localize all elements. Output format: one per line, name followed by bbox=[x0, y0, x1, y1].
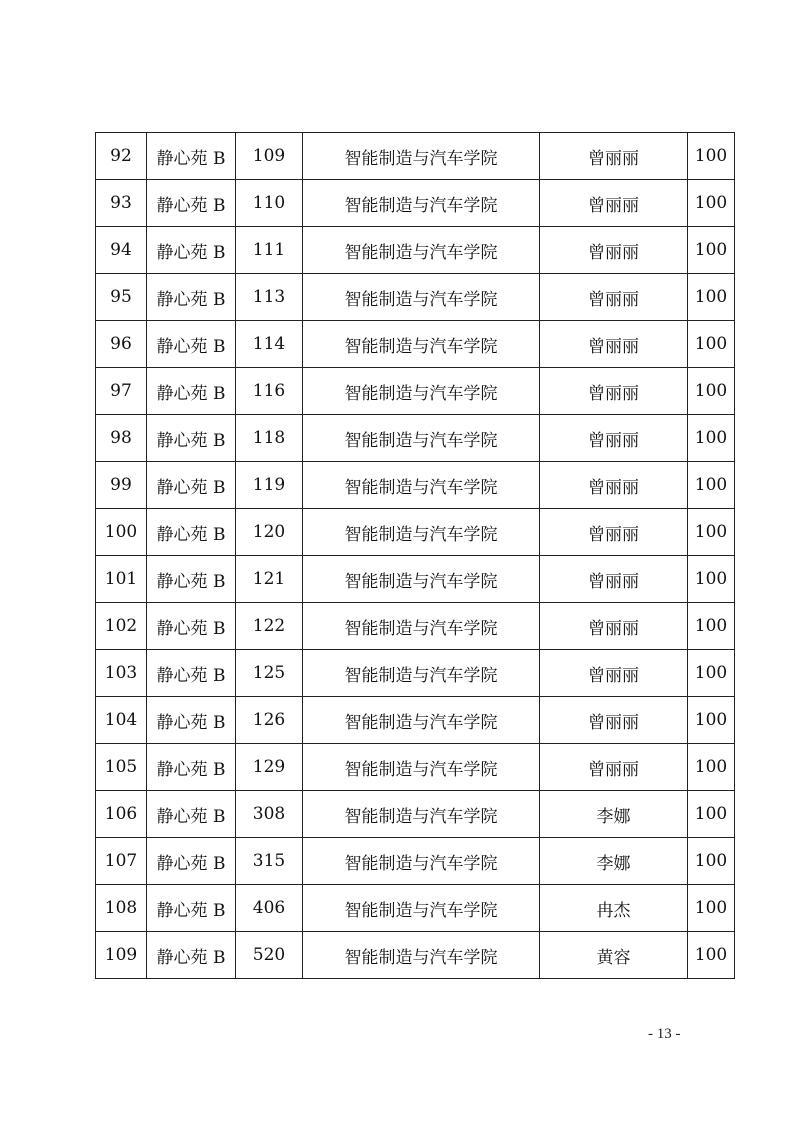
building-cell: 静心苑 B bbox=[147, 650, 236, 697]
score-cell: 100 bbox=[688, 180, 735, 227]
row-number-cell: 101 bbox=[96, 556, 147, 603]
person-in-charge-cell: 曾丽丽 bbox=[540, 180, 688, 227]
room-number-cell: 109 bbox=[236, 133, 303, 180]
college-cell: 智能制造与汽车学院 bbox=[303, 415, 540, 462]
score-cell: 100 bbox=[688, 838, 735, 885]
college-cell: 智能制造与汽车学院 bbox=[303, 885, 540, 932]
table-body bbox=[96, 133, 735, 979]
person-in-charge-cell: 曾丽丽 bbox=[540, 133, 688, 180]
table-row bbox=[96, 227, 735, 274]
person-in-charge-cell: 李娜 bbox=[540, 791, 688, 838]
college-cell: 智能制造与汽车学院 bbox=[303, 697, 540, 744]
person-in-charge-cell: 曾丽丽 bbox=[540, 509, 688, 556]
table-row bbox=[96, 368, 735, 415]
row-number-cell: 103 bbox=[96, 650, 147, 697]
building-cell: 静心苑 B bbox=[147, 227, 236, 274]
score-cell: 100 bbox=[688, 697, 735, 744]
score-cell: 100 bbox=[688, 791, 735, 838]
building-cell: 静心苑 B bbox=[147, 462, 236, 509]
room-number-cell: 119 bbox=[236, 462, 303, 509]
college-cell: 智能制造与汽车学院 bbox=[303, 603, 540, 650]
table-row bbox=[96, 133, 735, 180]
building-cell: 静心苑 B bbox=[147, 791, 236, 838]
row-number-cell: 105 bbox=[96, 744, 147, 791]
row-number-cell: 104 bbox=[96, 697, 147, 744]
room-number-cell: 308 bbox=[236, 791, 303, 838]
room-number-cell: 520 bbox=[236, 932, 303, 979]
score-cell: 100 bbox=[688, 321, 735, 368]
room-number-cell: 113 bbox=[236, 274, 303, 321]
score-cell: 100 bbox=[688, 462, 735, 509]
college-cell: 智能制造与汽车学院 bbox=[303, 227, 540, 274]
row-number-cell: 96 bbox=[96, 321, 147, 368]
person-in-charge-cell: 曾丽丽 bbox=[540, 744, 688, 791]
row-number-cell: 107 bbox=[96, 838, 147, 885]
building-cell: 静心苑 B bbox=[147, 932, 236, 979]
college-cell: 智能制造与汽车学院 bbox=[303, 509, 540, 556]
row-number-cell: 94 bbox=[96, 227, 147, 274]
row-number-cell: 93 bbox=[96, 180, 147, 227]
score-cell: 100 bbox=[688, 885, 735, 932]
dormitory-score-table bbox=[95, 132, 735, 979]
room-number-cell: 110 bbox=[236, 180, 303, 227]
room-number-cell: 118 bbox=[236, 415, 303, 462]
building-cell: 静心苑 B bbox=[147, 697, 236, 744]
person-in-charge-cell: 冉杰 bbox=[540, 885, 688, 932]
score-cell: 100 bbox=[688, 274, 735, 321]
college-cell: 智能制造与汽车学院 bbox=[303, 180, 540, 227]
score-cell: 100 bbox=[688, 509, 735, 556]
college-cell: 智能制造与汽车学院 bbox=[303, 133, 540, 180]
table-row bbox=[96, 556, 735, 603]
college-cell: 智能制造与汽车学院 bbox=[303, 368, 540, 415]
page-number: - 13 - bbox=[648, 1026, 681, 1042]
college-cell: 智能制造与汽车学院 bbox=[303, 462, 540, 509]
building-cell: 静心苑 B bbox=[147, 415, 236, 462]
score-cell: 100 bbox=[688, 368, 735, 415]
college-cell: 智能制造与汽车学院 bbox=[303, 744, 540, 791]
score-cell: 100 bbox=[688, 227, 735, 274]
college-cell: 智能制造与汽车学院 bbox=[303, 556, 540, 603]
table-row bbox=[96, 697, 735, 744]
score-cell: 100 bbox=[688, 133, 735, 180]
college-cell: 智能制造与汽车学院 bbox=[303, 650, 540, 697]
room-number-cell: 121 bbox=[236, 556, 303, 603]
score-cell: 100 bbox=[688, 603, 735, 650]
row-number-cell: 97 bbox=[96, 368, 147, 415]
row-number-cell: 100 bbox=[96, 509, 147, 556]
building-cell: 静心苑 B bbox=[147, 321, 236, 368]
person-in-charge-cell: 曾丽丽 bbox=[540, 321, 688, 368]
table-row bbox=[96, 180, 735, 227]
person-in-charge-cell: 曾丽丽 bbox=[540, 650, 688, 697]
person-in-charge-cell: 曾丽丽 bbox=[540, 556, 688, 603]
building-cell: 静心苑 B bbox=[147, 509, 236, 556]
person-in-charge-cell: 曾丽丽 bbox=[540, 462, 688, 509]
row-number-cell: 99 bbox=[96, 462, 147, 509]
table-row bbox=[96, 415, 735, 462]
college-cell: 智能制造与汽车学院 bbox=[303, 274, 540, 321]
table-row bbox=[96, 603, 735, 650]
row-number-cell: 106 bbox=[96, 791, 147, 838]
building-cell: 静心苑 B bbox=[147, 180, 236, 227]
room-number-cell: 116 bbox=[236, 368, 303, 415]
table-row bbox=[96, 932, 735, 979]
table-row bbox=[96, 462, 735, 509]
row-number-cell: 95 bbox=[96, 274, 147, 321]
score-cell: 100 bbox=[688, 932, 735, 979]
room-number-cell: 125 bbox=[236, 650, 303, 697]
building-cell: 静心苑 B bbox=[147, 556, 236, 603]
score-cell: 100 bbox=[688, 744, 735, 791]
room-number-cell: 315 bbox=[236, 838, 303, 885]
row-number-cell: 102 bbox=[96, 603, 147, 650]
table-row bbox=[96, 838, 735, 885]
college-cell: 智能制造与汽车学院 bbox=[303, 932, 540, 979]
college-cell: 智能制造与汽车学院 bbox=[303, 791, 540, 838]
table-row bbox=[96, 321, 735, 368]
person-in-charge-cell: 曾丽丽 bbox=[540, 274, 688, 321]
college-cell: 智能制造与汽车学院 bbox=[303, 838, 540, 885]
table-row bbox=[96, 650, 735, 697]
room-number-cell: 114 bbox=[236, 321, 303, 368]
score-cell: 100 bbox=[688, 556, 735, 603]
row-number-cell: 98 bbox=[96, 415, 147, 462]
person-in-charge-cell: 曾丽丽 bbox=[540, 368, 688, 415]
row-number-cell: 109 bbox=[96, 932, 147, 979]
table-row bbox=[96, 744, 735, 791]
table-row bbox=[96, 885, 735, 932]
person-in-charge-cell: 曾丽丽 bbox=[540, 697, 688, 744]
row-number-cell: 92 bbox=[96, 133, 147, 180]
college-cell: 智能制造与汽车学院 bbox=[303, 321, 540, 368]
table-row bbox=[96, 791, 735, 838]
building-cell: 静心苑 B bbox=[147, 368, 236, 415]
building-cell: 静心苑 B bbox=[147, 274, 236, 321]
building-cell: 静心苑 B bbox=[147, 838, 236, 885]
person-in-charge-cell: 曾丽丽 bbox=[540, 415, 688, 462]
room-number-cell: 126 bbox=[236, 697, 303, 744]
room-number-cell: 122 bbox=[236, 603, 303, 650]
score-cell: 100 bbox=[688, 650, 735, 697]
room-number-cell: 111 bbox=[236, 227, 303, 274]
person-in-charge-cell: 黄容 bbox=[540, 932, 688, 979]
dormitory-score-table-container bbox=[95, 132, 734, 979]
person-in-charge-cell: 曾丽丽 bbox=[540, 603, 688, 650]
room-number-cell: 120 bbox=[236, 509, 303, 556]
person-in-charge-cell: 曾丽丽 bbox=[540, 227, 688, 274]
building-cell: 静心苑 B bbox=[147, 603, 236, 650]
room-number-cell: 406 bbox=[236, 885, 303, 932]
room-number-cell: 129 bbox=[236, 744, 303, 791]
score-cell: 100 bbox=[688, 415, 735, 462]
building-cell: 静心苑 B bbox=[147, 133, 236, 180]
building-cell: 静心苑 B bbox=[147, 744, 236, 791]
building-cell: 静心苑 B bbox=[147, 885, 236, 932]
table-row bbox=[96, 274, 735, 321]
table-row bbox=[96, 509, 735, 556]
row-number-cell: 108 bbox=[96, 885, 147, 932]
person-in-charge-cell: 李娜 bbox=[540, 838, 688, 885]
